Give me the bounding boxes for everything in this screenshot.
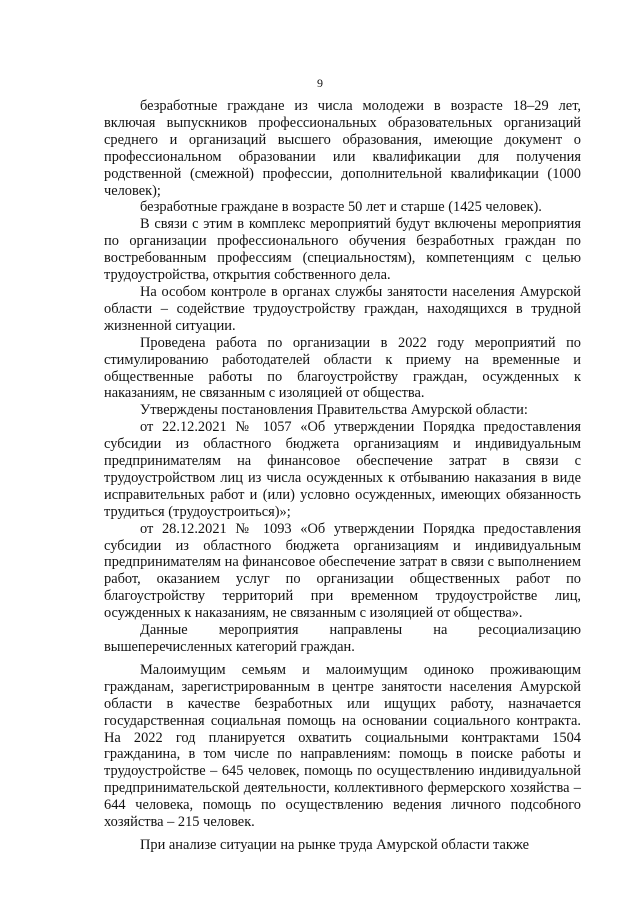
- paragraph-resolution-1093: от 28.12.2021 № 1093 «Об утверждении Порядка предоставления субсидии из областного бюджета организациям и индивидуальным предпринимателям на финансовое обеспечение затрат в связи с выполнением работ, оказанием услуг по организации общественных работ по благоустройству территорий при временном трудоустройстве лиц, осужденных к наказаниям, не связанным с изоляцией от общества».: [104, 520, 581, 622]
- paragraph-training-measures: В связи с этим в комплекс мероприятий будут включены мероприятия по организации профессионального обучения безработных граждан по востребованным профессиям (специальностям), компетенциям с целью трудоустройства, открытия собственного дела.: [104, 216, 581, 284]
- paragraph-resocialization: Данные мероприятия направлены на ресоциализацию вышеперечисленных категорий граждан.: [104, 622, 581, 655]
- paragraph-special-control: На особом контроле в органах службы занятости населения Амурской области – содействие трудоустройству граждан, находящихся в трудной жизненной ситуации.: [104, 283, 581, 334]
- paragraph-age-50-plus: безработные граждане в возрасте 50 лет и старше (1425 человек).: [140, 199, 542, 216]
- paragraph-resolution-1057: от 22.12.2021 № 1057 «Об утверждении Порядка предоставления субсидии из областного бюджета организациям и индивидуальным предпринимателям на финансовое обеспечение затрат в связи с трудоустройством лиц из числа осужденных к отбыванию наказания в виде исправительных работ и (или) условно осужденных, имеющих обязанность трудиться (трудоустроиться)»;: [104, 419, 581, 520]
- paragraph-employer-stimulation: Проведена работа по организации в 2022 году мероприятий по стимулированию работодателей области к приему на временные и общественные работы по благоустройству граждан, осужденных к наказаниям, не связанным с изоляцией от общества.: [104, 334, 581, 402]
- paragraph-market-analysis: При анализе ситуации на рынке труда Амурской области также: [140, 836, 529, 853]
- page-number: 9: [317, 76, 323, 90]
- paragraph-resolutions-intro: Утверждены постановления Правительства Амурской области:: [140, 402, 528, 419]
- paragraph-youth-unemployed: безработные граждане из числа молодежи в возрасте 18–29 лет, включая выпускников профессиональных образовательных организаций среднего и организаций высшего образования, имеющие документ о профессиональном образовании или квалификации для получения родственной (смежной) профессии, дополнительной квалификации (1000 человек);: [104, 98, 581, 199]
- paragraph-social-contract: Малоимущим семьям и малоимущим одиноко проживающим гражданам, зарегистрированным в центре занятости населения Амурской области в качестве безработных или ищущих работу, назначается государственная социальная помощь на основании социального контракта. На 2022 год планируется охватить социальными контрактами 1504 гражданина, в том числе по направлениям: помощь в поиске работы и трудоустройстве – 645 человек, помощь по осуществлению индивидуальной предпринимательской деятельности, коллективного фермерского хозяйства – 644 человека, помощь по осуществлению ведения личного подсобного хозяйства – 215 человек.: [104, 661, 581, 831]
- body-text: [104, 98, 581, 854]
